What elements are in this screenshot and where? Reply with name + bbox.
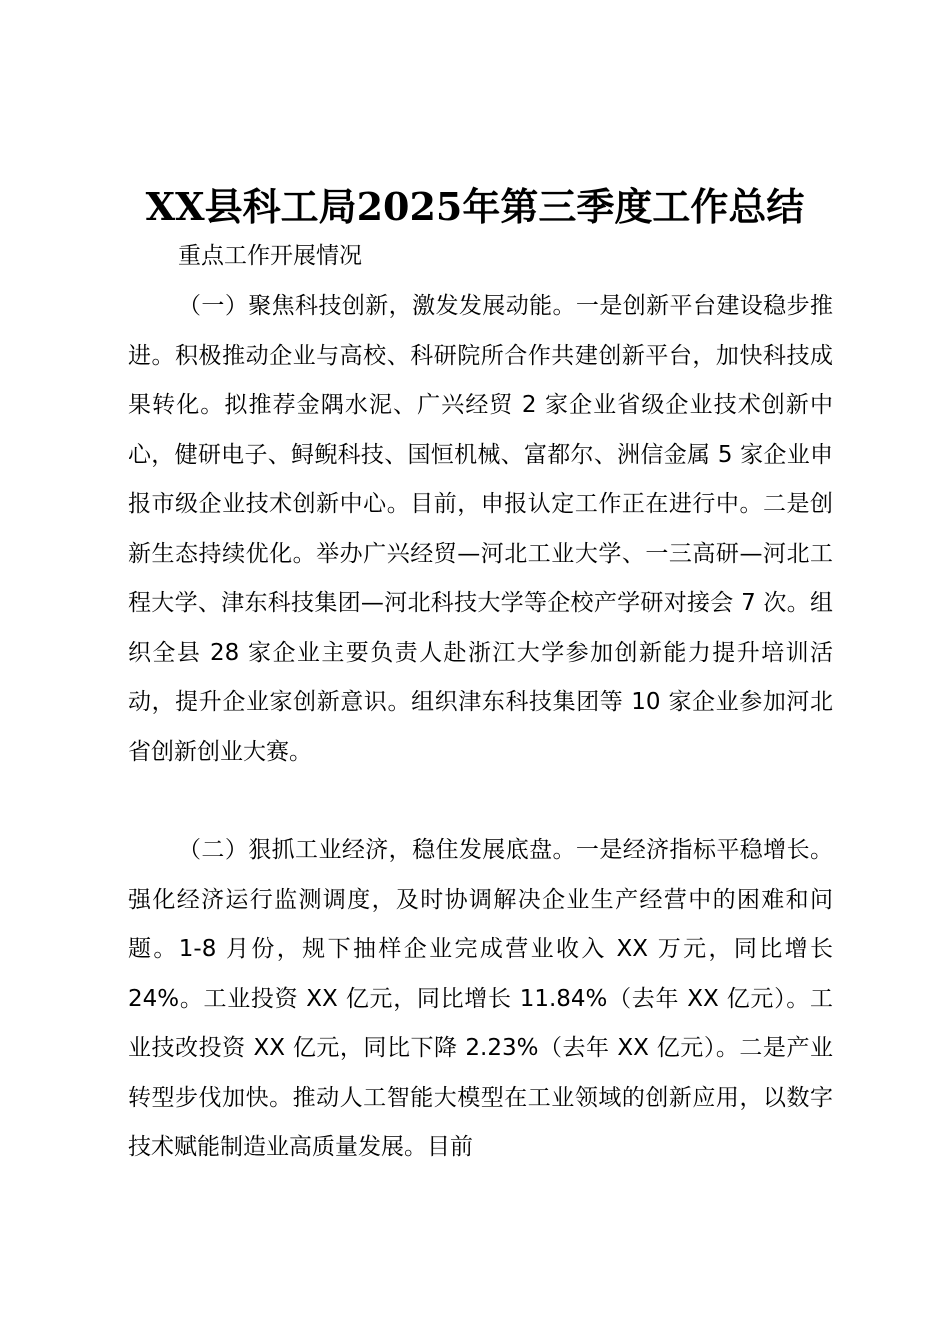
section-heading: 重点工作开展情况 bbox=[178, 243, 362, 269]
paragraph-industrial-economy: （二）狠抓工业经济，稳住发展底盘。一是经济指标平稳增长。强化经济运行监测调度，及时协调解决企业生产经营中的困难和问题。1-8 月份，规下抽样企业完成营业收入 XX 万元，同比增长 24%。工业投资 XX 亿元，同比增长 11.84%（去年 XX 亿元）。工业技改投资 XX 亿元，同比下降 2.23%（去年 XX 亿元）。二是产业转型步伐加快。推动人工智能大模型在工业领域的创新应用，以数字技术赋能制造业高质量发展。目前 bbox=[128, 837, 833, 1160]
paragraph-science-innovation: （一）聚焦科技创新，激发发展动能。一是创新平台建设稳步推进。积极推动企业与高校、科研院所合作共建创新平台，加快科技成果转化。拟推荐金隅水泥、广兴经贸 2 家企业省级企业技术创新中心，健研电子、鲟鲵科技、国恒机械、富都尔、洲信金属 5 家企业申报市级企业技术创新中心。目前，申报认定工作正在进行中。二是创新生态持续优化。举办广兴经贸—河北工业大学、一三高研—河北工程大学、津东科技集团—河北科技大学等企校产学研对接会 7 次。组织全县 28 家企业主要负责人赴浙江大学参加创新能力提升培训活动，提升企业家创新意识。组织津东科技集团等 10 家企业参加河北省创新创业大赛。 bbox=[128, 293, 833, 765]
document-title: XX县科工局2025年第三季度工作总结 bbox=[145, 184, 805, 229]
